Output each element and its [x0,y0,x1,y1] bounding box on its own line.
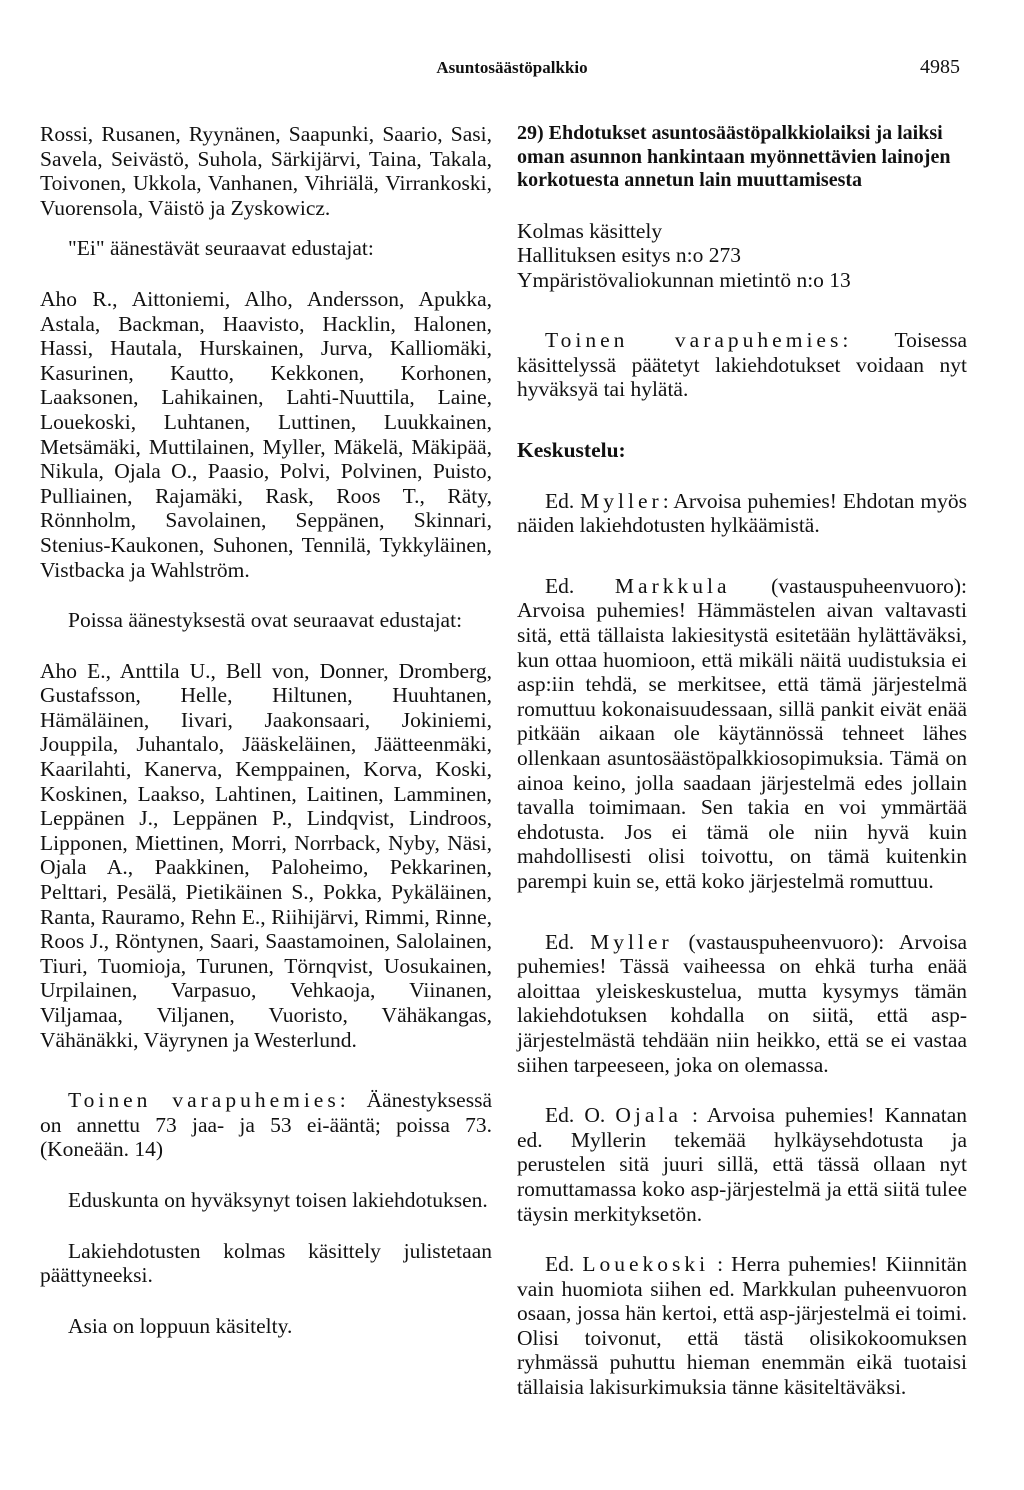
right-column [517,122,967,1400]
government-bill-ref: Hallituksen esitys n:o 273 [517,243,741,268]
speech-myller-2 [517,930,967,1078]
speech-text: : Arvoisa puhemies! Kannatan ed. Myllerin tekemää hylkäysehdotusta ja perustelen sitä juuri sillä, että tässä ollaan nyt romuttamassa koko asp-järjestelmä ja että siitä tulee täysin merkityksetön. [517,1103,967,1226]
vote-yes-list-end: Rossi, Rusanen, Ryynänen, Saapunki, Saario, Sasi, Savela, Seivästö, Suhola, Särkijärvi, Taina, Takala, Toivonen, Ukkola, Vanhanen, Vihriälä, Virrankoski, Vuorensola, Väistö ja Zyskowicz. [40,122,492,220]
approval-statement: Eduskunta on hyväksynyt toisen lakiehdotuksen. [68,1187,488,1212]
section-heading: 29) Ehdotukset asuntosäästöpalkkiolaiksi ja laiksi oman asunnon hankintaan myönnettävien lainojen korkotuesta annetun lain muuttamisesta [517,122,951,191]
speaker-name: Toinen varapuhemies: [68,1088,350,1113]
speech-louekoski [517,1252,967,1400]
speech-text: : Arvoisa puhemies! Ehdotan myös näiden lakiehdotusten hylkäämistä. [517,488,967,538]
speaker-title: Ed. [545,929,591,954]
chair-statement [517,328,967,402]
speaker-name: Markkula [614,573,731,598]
left-column [40,122,492,1338]
vote-no-intro: "Ei" äänestävät seuraavat edustajat: [68,236,374,261]
speech-myller-1 [517,489,967,538]
chair-statement-text: Toisessa käsittelyssä päätetyt lakiehdotukset voidaan nyt hyväksyä tai hylätä. [517,328,968,402]
page-number: 4985 [920,56,960,78]
speaker-title: Ed. [545,1252,583,1277]
vote-result [40,1088,492,1162]
speaker-name: Myller [590,929,673,954]
discussion-heading: Keskustelu: [517,438,626,463]
running-title: Asuntosäästöpalkkio [436,58,588,77]
vote-result-text: Äänestyksessä on annettu 73 jaa- ja 53 ei-ääntä; poissa 73. (Koneään. 14) [40,1088,492,1162]
speaker-name: Toinen varapuhemies: [545,328,853,353]
speaker-title: Ed. O. [545,1103,616,1128]
speech-text: (vastauspuheenvuoro): Arvoisa puhemies! Hämmästelen aivan valtavasti sitä, että tällaista lakiesitystä esitetään hylättäväksi, kun ottaa huomioon, että mikäli näitä uudistuksia ei asp:iin tehdä, se merkitsee, että tämä järjestelmä romuttuu kokonaisuudessaan, sillä pankit eivät enää pitkään aikaan ole käytännössä tehneet lähes ollenkaan asuntosäästöpalkkiosopimuksia. Tämä on ainoa keino, jolla saadaan järjestelmä edes jollain tavalla toimimaan. Sen takia en voi ymmärtää ehdotusta. Jos ei tämä ole niin hyvä kuin mahdollisesti olisi toivottu, on tämä kuitenkin parempi kuin se, että koko järjestelmä romuttuu. [517,573,967,893]
speaker-name: Ojala [615,1103,682,1128]
absent-list: Aho E., Anttila U., Bell von, Donner, Dromberg, Gustafsson, Helle, Hiltunen, Huuhtanen, Hämäläinen, Iivari, Jaakonsaari, Jokiniemi, Jouppila, Juhantalo, Jääskeläinen, Jäätteenmäki, Kaarilahti, Kanerva, Kemppainen, Korva, Koski, Koskinen, Laakso, Lahtinen, Laitinen, Lamminen, Leppänen J., Leppänen P., Lindqvist, Lindroos, Lipponen, Miettinen, Morri, Norrback, Nyby, Näsi, Ojala A., Paakkinen, Paloheimo, Pekkarinen, Pelttari, Pesälä, Pietikäinen S., Pokka, Pykäläinen, Ranta, Rauramo, Rehn E., Riihijärvi, Rimmi, Rinne, Roos J., Röntynen, Saari, Saastamoinen, Salolainen, Tiuri, Tuomioja, Turunen, Törnqvist, Uosukainen, Urpilainen, Varpasuo, Vehkaoja, Viinanen, Viljamaa, Viljanen, Vuoristo, Vähäkangas, Vähänäkki, Väyrynen ja Westerlund. [40,658,492,1052]
speaker-name: Louekoski [582,1252,710,1277]
speech-markkula [517,574,967,894]
vote-no-list: Aho R., Aittoniemi, Alho, Andersson, Apukka, Astala, Backman, Haavisto, Hacklin, Halonen, Hassi, Hautala, Hurskainen, Jurva, Kalliomäki, Kasurinen, Kautto, Kekkonen, Korhonen, Laaksonen, Lahikainen, Lahti-Nuuttila, Laine, Louekoski, Luhtanen, Luttinen, Luukkainen, Metsämäki, Muttilainen, Myller, Mäkelä, Mäkipää, Nikula, Ojala O., Paasio, Polvi, Polvinen, Puisto, Pulliainen, Rajamäki, Rask, Roos T., Räty, Rönnholm, Savolainen, Seppänen, Skinnari, Stenius-Kaukonen, Suhonen, Tennilä, Tykkyläinen, Vistbacka ja Wahlström. [40,286,492,582]
matter-concluded: Asia on loppuun käsitelty. [68,1313,293,1338]
speech-ojala [517,1103,967,1226]
reading-label: Kolmas käsittely [517,218,663,243]
speaker-title: Ed. [545,488,581,513]
speaker-name: Myller [580,488,663,513]
absent-intro: Poissa äänestyksestä ovat seuraavat edustajat: [68,608,463,633]
committee-report-ref: Ympäristövaliokunnan mietintö n:o 13 [517,267,851,292]
speech-text: (vastauspuheenvuoro): Arvoisa puhemies! Tässä vaiheessa on ehkä turha enää aloittaa yleiskeskustelua, mutta kysymys tämän lakiehdotuksen kohdalla on siitä, että asp-järjestelmästä tehdään niin heikko, että se ei vastaa siihen tarpeeseen, joka on olemassa. [517,929,967,1077]
speech-text: : Herra puhemies! Kiinnitän vain huomiota siihen ed. Markkulan puheenvuoron osaan, jossa hän kertoi, että asp-järjestelmä ei toimi. Olisi toivonut, että tästä olisikokoomuksen ryhmässä puhuttu hieman enemmän eikä tuotaisi tällaisia lakisurkimuksia tänne käsiteltäväksi. [517,1252,967,1400]
speaker-title: Ed. [545,573,615,598]
closing-statement: Lakiehdotusten kolmas käsittely julistetaan päättyneeksi. [40,1238,492,1288]
